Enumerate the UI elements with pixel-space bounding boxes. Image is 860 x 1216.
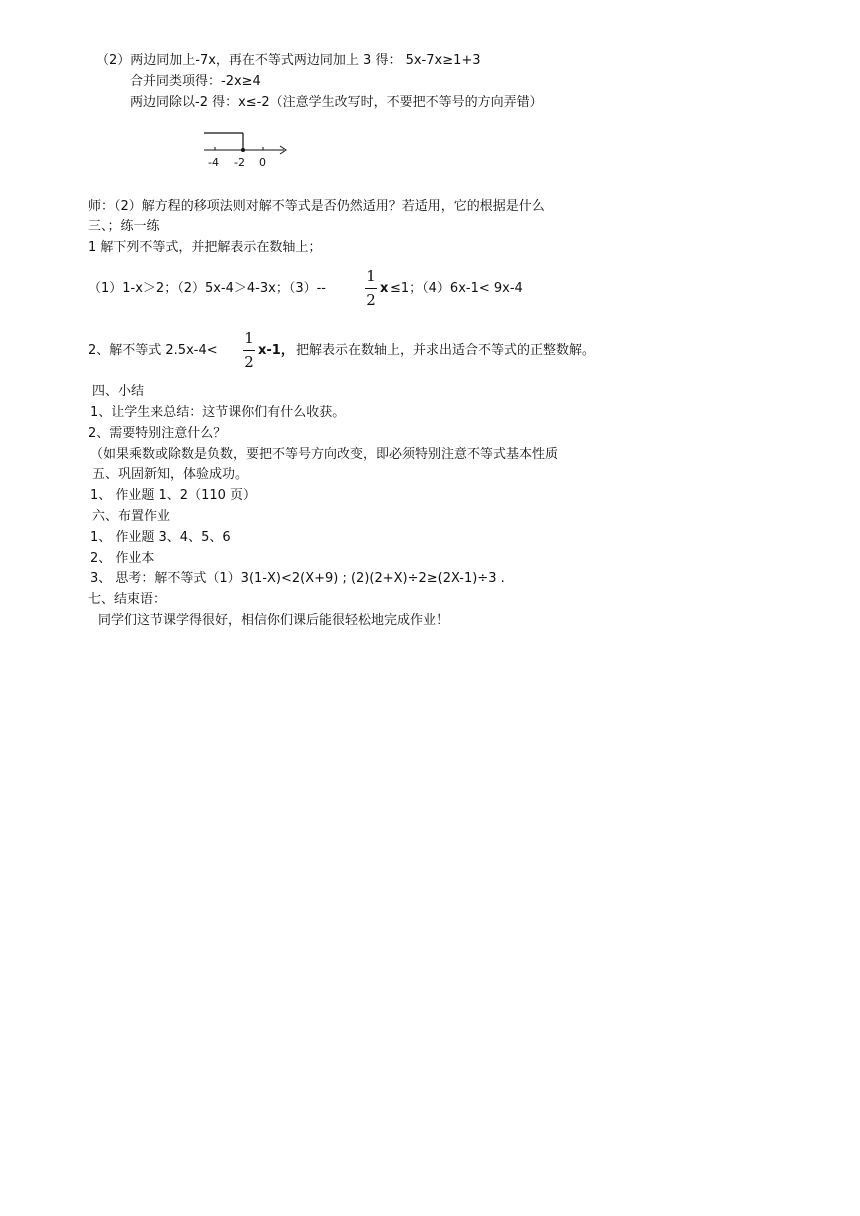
homework-heading: 六、布置作业 (92, 509, 171, 524)
practice-q2-part-c: 把解表示在数轴上，并求出适合不等式的正整数解。 (296, 343, 596, 358)
tick-label-minus-4: -4 (208, 156, 219, 169)
step2-line1: （2）两边同加上-7x，再在不等式两边同加上 3 得： 5x-7x≥1+3 (96, 53, 481, 68)
summary-item-2: 2、需要特别注意什么？ (88, 426, 227, 441)
homework-item-3: 3、 思考：解不等式（1）3(1-X)<2(X+9) ; (2)(2+X)÷2≥(2X-1)÷3 . (90, 571, 505, 586)
number-line-diagram (198, 125, 308, 175)
teacher-question: 师：（2）解方程的移项法则对解不等式是否仍然适用？若适用，它的根据是什么 (88, 199, 545, 214)
summary-heading: 四、小结 (92, 384, 145, 399)
consolidate-heading: 五、巩固新知，体验成功。 (92, 467, 249, 482)
closing-text: 同学们这节课学得很好，相信你们课后能很轻松地完成作业！ (98, 613, 450, 628)
practice-q1-part-a: （1）1-x＞2；（2）5x-4＞4-3x；（3）-- (88, 281, 326, 296)
summary-item-3: （如果乘数或除数是负数，要把不等号方向改变，即必须特别注意不等式基本性质 (90, 447, 559, 462)
closed-point-minus-2 (241, 148, 245, 152)
practice-heading: 三、；练一练 (88, 219, 160, 234)
q2-fraction-bar (243, 350, 255, 351)
consolidate-item-1: 1、 作业题 1、2（110 页） (90, 488, 257, 503)
practice-q2-part-a: 2、解不等式 2.5x-4< (88, 343, 218, 358)
tick-label-0: 0 (259, 156, 266, 169)
q1-fraction-numerator: 1 (366, 267, 376, 285)
q2-fraction-denominator: 2 (244, 353, 254, 371)
q1-fraction-bar (365, 288, 377, 289)
tick-label-minus-2: -2 (234, 156, 245, 169)
summary-item-1: 1、让学生来总结：这节课你们有什么收获。 (90, 405, 346, 420)
practice-q1-part-c: ≤1；（4）6x-1< 9x-4 (390, 281, 523, 296)
practice-q1-part-b: x (380, 281, 389, 296)
step2-line3: 两边同除以-2 得：x≤-2（注意学生改写时，不要把不等号的方向弄错） (130, 95, 543, 110)
practice-q2-part-b: x-1， (258, 343, 294, 358)
q2-fraction-numerator: 1 (244, 329, 254, 347)
practice-q1-intro: 1 解下列不等式，并把解表示在数轴上； (88, 240, 322, 255)
q1-fraction-denominator: 2 (366, 291, 376, 309)
homework-item-2: 2、 作业本 (90, 551, 155, 566)
step2-line2: 合并同类项得：-2x≥4 (130, 74, 261, 89)
closing-heading: 七、结束语： (88, 592, 167, 607)
homework-item-1: 1、 作业题 3、4、5、6 (90, 530, 231, 545)
